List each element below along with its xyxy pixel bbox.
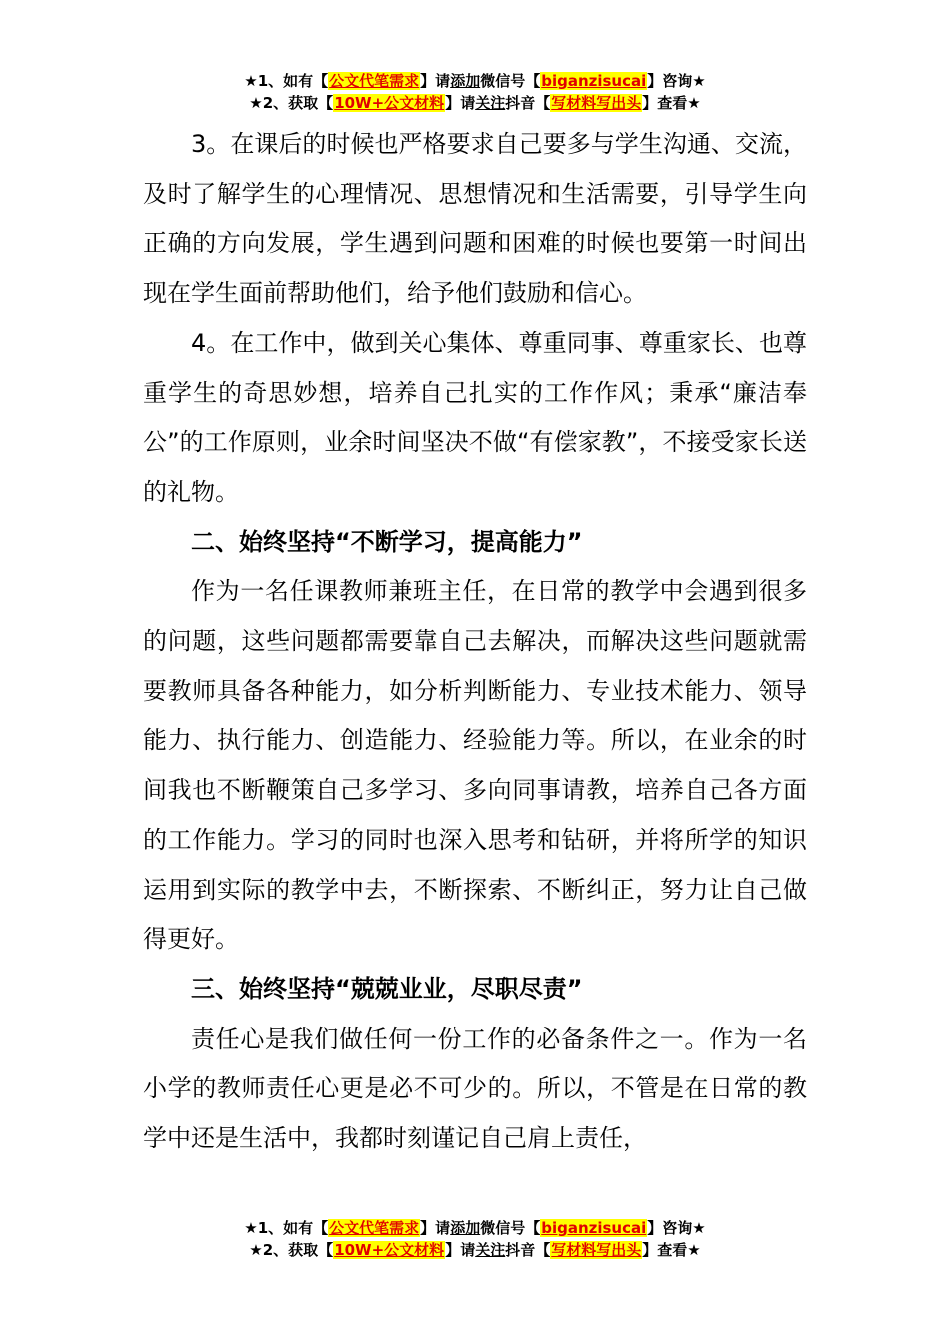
banner-highlight-douyin-account: 写材料写出头 — [551, 1241, 642, 1259]
banner-text: 抖音【 — [505, 94, 551, 112]
section-heading-2: 二、始终坚持“不断学习，提高能力” — [191, 527, 583, 556]
banner-text: 】请 — [445, 94, 476, 112]
banner-line-1 — [0, 1217, 950, 1239]
banner-highlight-douyin-account: 写材料写出头 — [551, 94, 642, 112]
banner-underlined-word: 关注 — [475, 94, 506, 112]
footer-banner — [0, 1217, 950, 1261]
banner-underlined-word: 添加 — [450, 1219, 481, 1237]
banner-highlight-wechat-id: biganzisucai — [541, 1219, 647, 1237]
banner-underlined-word: 关注 — [475, 1241, 506, 1259]
banner-text: 】咨询★ — [647, 1219, 706, 1237]
banner-text: 】请 — [420, 72, 451, 90]
section-heading-3: 三、始终坚持“兢兢业业，尽职尽责” — [191, 974, 583, 1003]
banner-text: 】请 — [445, 1241, 476, 1259]
paragraph-4: 4。在工作中，做到关心集体、尊重同事、尊重家长、也尊重学生的奇思妙想，培养自己扎实的工作作风；秉承“廉洁奉公”的工作原则，业余时间坚决不做“有偿家教”，不接受家长送的礼物。 — [143, 328, 807, 506]
banner-highlight-service: 公文代笔需求 — [329, 72, 420, 90]
banner-text: 微信号【 — [480, 72, 541, 90]
banner-line-1 — [0, 70, 950, 92]
banner-text: 】咨询★ — [647, 72, 706, 90]
banner-text: ★1、如有【 — [244, 1219, 329, 1237]
paragraph-responsibility: 责任心是我们做任何一份工作的必备条件之一。作为一名小学的教师责任心更是必不可少的。所以，不管是在日常的教学中还是生活中，我都时刻谨记自己肩上责任， — [143, 1024, 807, 1153]
banner-text: 微信号【 — [480, 1219, 541, 1237]
banner-highlight-wechat-id: biganzisucai — [541, 72, 647, 90]
document-body — [143, 120, 807, 1164]
banner-text: 】查看★ — [642, 94, 701, 112]
banner-text: ★1、如有【 — [244, 72, 329, 90]
banner-underlined-word: 添加 — [450, 72, 481, 90]
header-banner — [0, 70, 950, 114]
banner-line-2 — [0, 92, 950, 114]
banner-text: 】查看★ — [642, 1241, 701, 1259]
banner-text: 抖音【 — [505, 1241, 551, 1259]
banner-highlight-materials: 10W+公文材料 — [334, 1241, 445, 1259]
banner-text: 】请 — [420, 1219, 451, 1237]
paragraph-3: 3。在课后的时候也严格要求自己要多与学生沟通、交流，及时了解学生的心理情况、思想情况和生活需要，引导学生向正确的方向发展，学生遇到问题和困难的时候也要第一时间出现在学生面前帮助他们，给予他们鼓励和信心。 — [143, 130, 807, 308]
banner-highlight-materials: 10W+公文材料 — [334, 94, 445, 112]
banner-text: ★2、获取【 — [249, 1241, 334, 1259]
banner-text: ★2、获取【 — [249, 94, 334, 112]
banner-highlight-service: 公文代笔需求 — [329, 1219, 420, 1237]
banner-line-2 — [0, 1239, 950, 1261]
paragraph-learning: 作为一名任课教师兼班主任，在日常的教学中会遇到很多的问题，这些问题都需要靠自己去解决，而解决这些问题就需要教师具备各种能力，如分析判断能力、专业技术能力、领导能力、执行能力、创造能力、经验能力等。所以，在业余的时间我也不断鞭策自己多学习、多向同事请教，培养自己各方面的工作能力。学习的同时也深入思考和钻研，并将所学的知识运用到实际的教学中去，不断探索、不断纠正，努力让自己做得更好。 — [143, 577, 807, 954]
